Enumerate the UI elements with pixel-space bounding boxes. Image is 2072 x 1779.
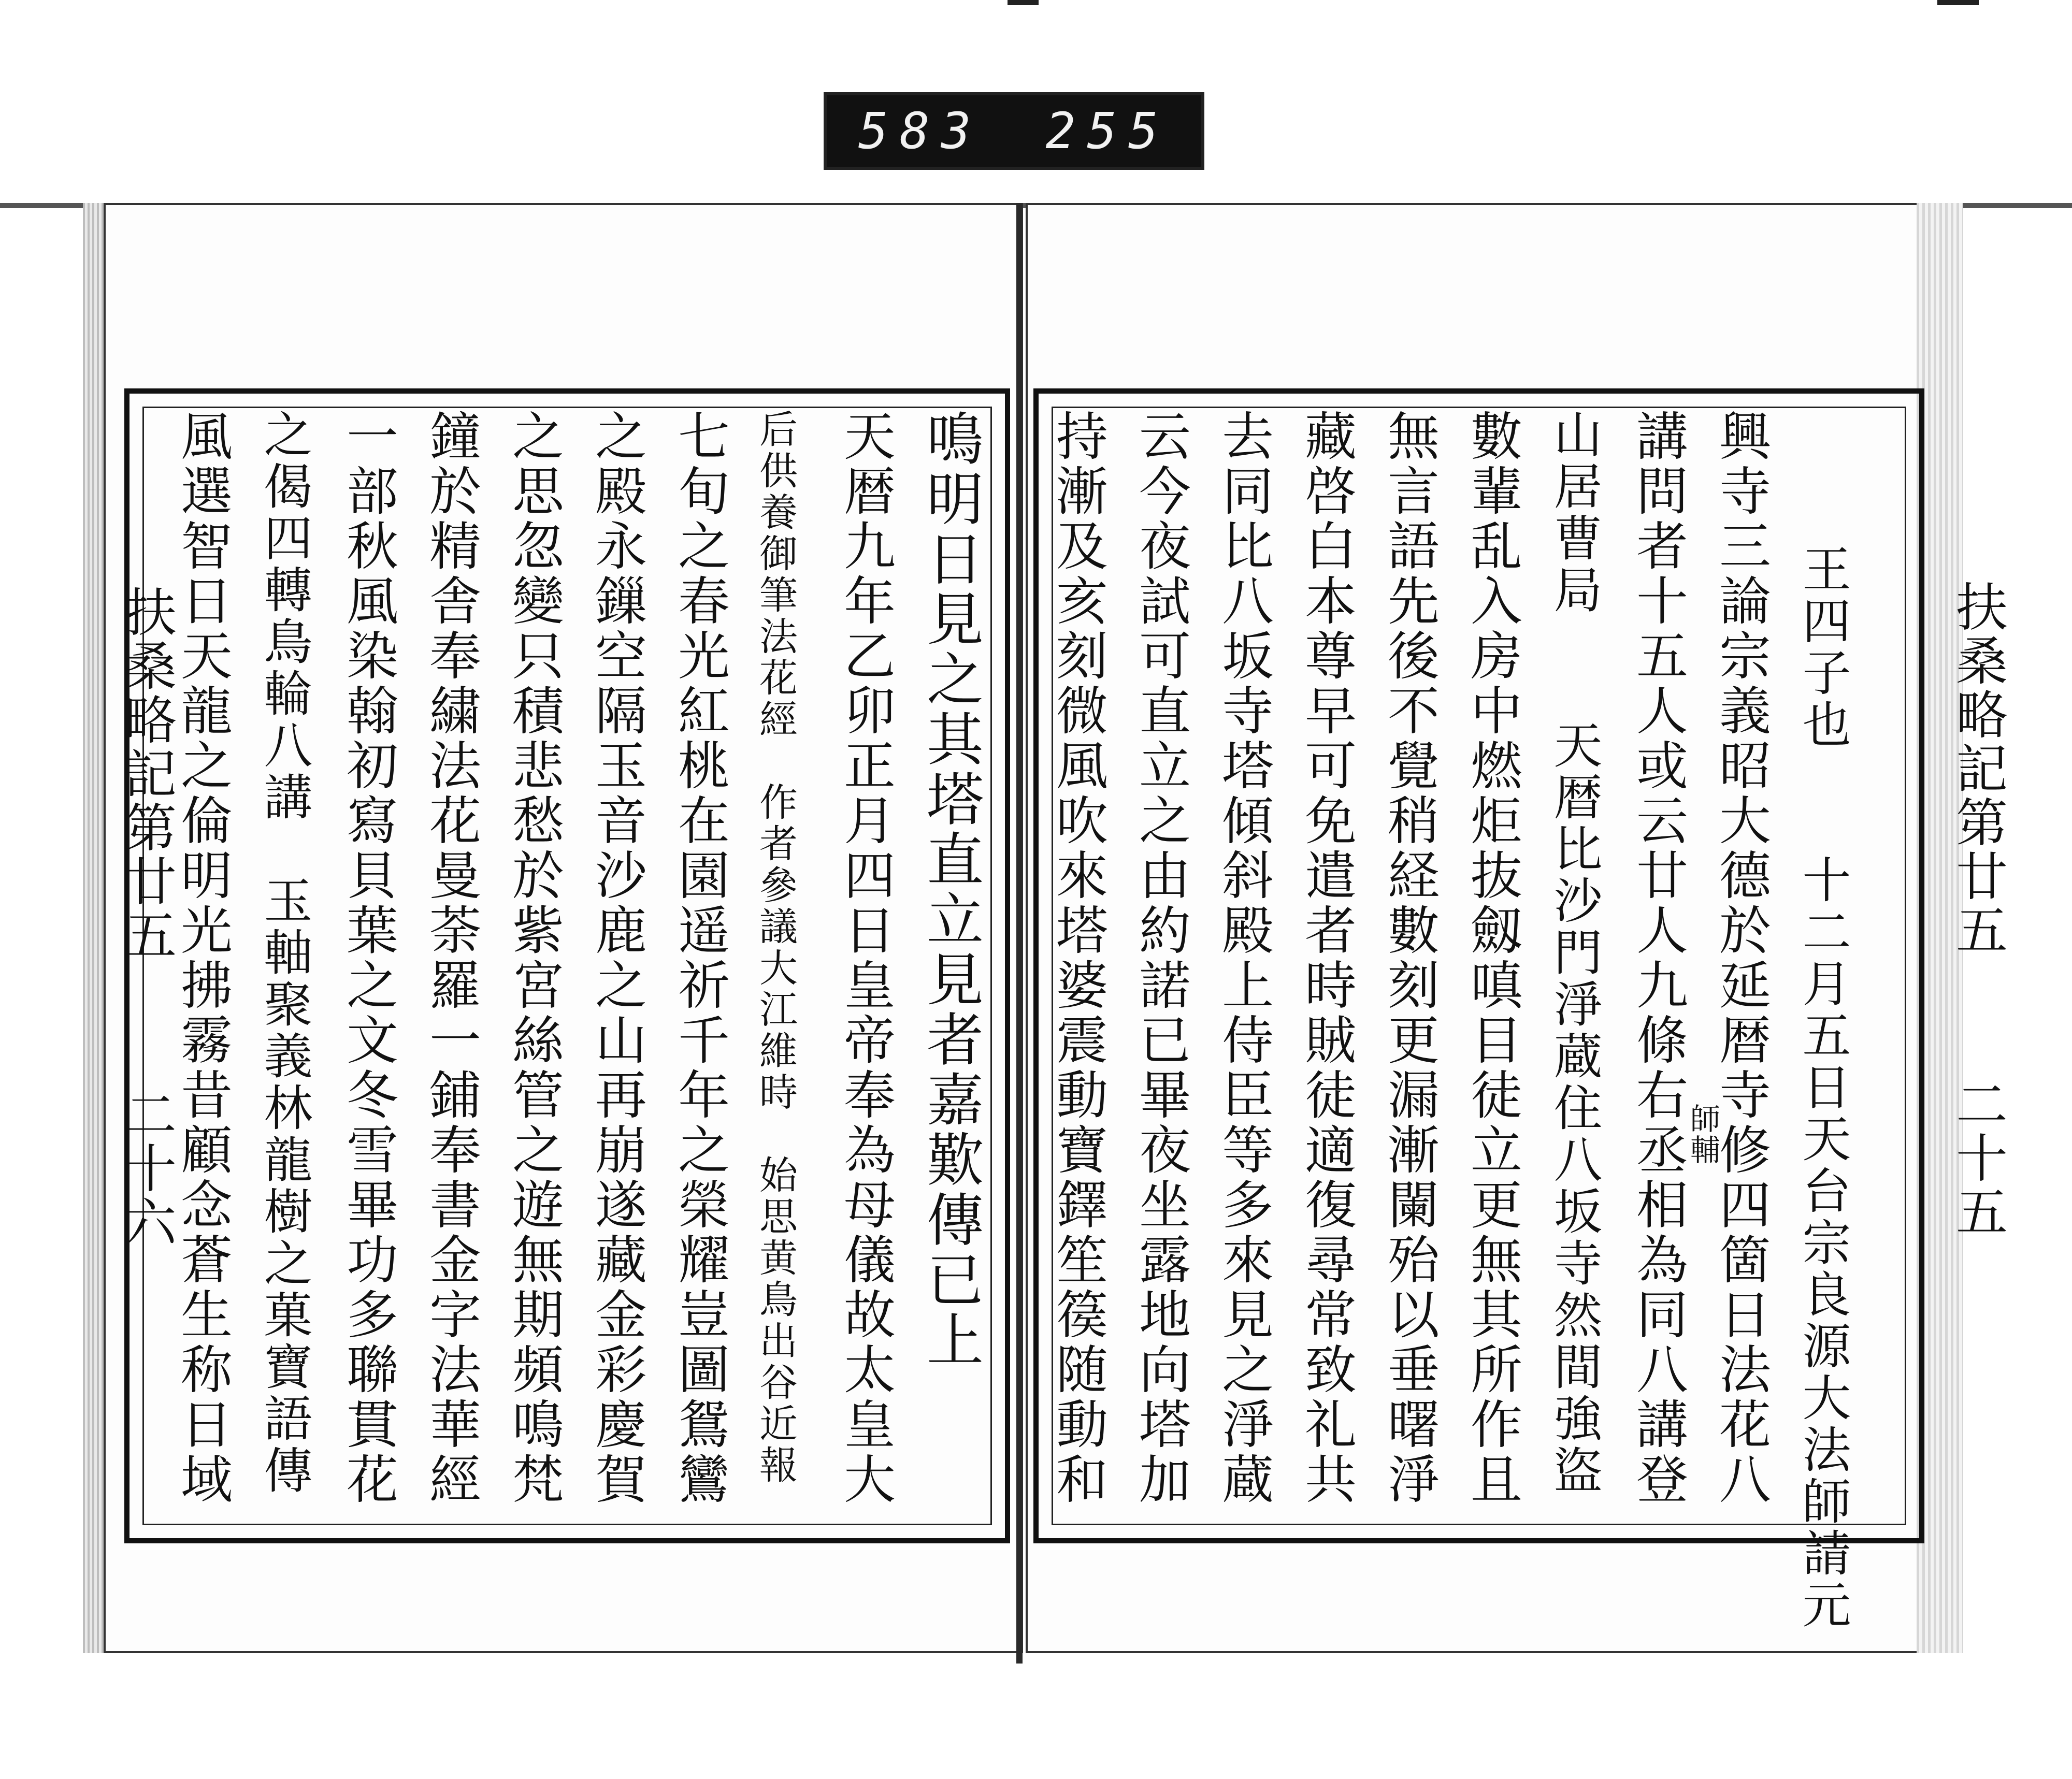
right-margin-title: 扶桑略記第廿五 [1947, 580, 2008, 957]
right-column-2: 興寺三論宗義昭大德於延暦寺修四箇日法花八 [1710, 409, 1771, 1507]
left-margin-page-number: 二十六 [116, 1088, 177, 1249]
left-column-5: 之殿永鏁空隔玉音沙鹿之山再崩遂藏金彩慶賀 [586, 409, 647, 1507]
right-margin-page-number: 二十五 [1947, 1077, 2008, 1239]
left-column-4: 七旬之春光紅桃在園遥祈千年之榮耀豈圖鴛鸞 [669, 409, 730, 1507]
top-scan-mark-center [1008, 0, 1039, 5]
left-column-2: 天暦九年乙卯正月四日皇帝奉為母儀故太皇大 [835, 409, 896, 1507]
left-column-9: 之偈四轉鳥輪八講 玉軸聚義林龍樹之菓寶語傳 [255, 409, 312, 1497]
left-column-7: 鐘於精舎奉繍法花曼荼羅一鋪奉書金字法華經 [421, 409, 481, 1507]
left-column-1: 鳴明日見之其塔直立見者嘉歎傳已上 [917, 409, 984, 1370]
archive-number-left: 583 [858, 102, 983, 160]
right-annotation-shiho: 師輔 [1685, 1103, 1720, 1165]
right-column-10: 持漸及亥刻微風吹來塔婆震動寶鐸笙篌随動和 [1047, 409, 1108, 1507]
right-column-4: 山居曹局 天暦比沙門淨蔵住八坂寺然間強盜 [1545, 409, 1602, 1497]
top-scan-mark-right [1937, 0, 1979, 5]
right-column-8: 去同比八坂寺塔傾斜殿上侍臣等多來見之淨蔵 [1213, 409, 1274, 1507]
left-column-3: 后供養御筆法花經 作者參議大江維時 始思黄鳥出谷近報 [753, 409, 798, 1486]
right-column-9: 云今夜試可直立之由約諾已畢夜坐露地向塔加 [1130, 409, 1191, 1507]
left-column-6: 之思忽變只積悲愁於紫宮絲管之遊無期頻鳴梵 [503, 409, 564, 1507]
right-column-5: 數輩乱入房中燃炬抜劔嗔目徒立更無其所作且 [1462, 409, 1522, 1507]
archive-number-label [824, 92, 1204, 170]
archive-number-right: 255 [1045, 102, 1170, 160]
right-column-1: 王四子也 十二月五日天台宗良源大法師請元 [1794, 544, 1850, 1631]
right-column-7: 藏啓白本尊早可免遣者時賊徒適復尋常致礼共 [1296, 409, 1357, 1507]
left-column-10: 風選智日天龍之倫明光拂霧昔顧念蒼生称日域 [172, 409, 233, 1507]
left-page-edge [83, 203, 106, 1653]
right-column-3: 講問者十五人或云廿人九條右丞相為同八講登 [1628, 409, 1688, 1507]
left-column-8: 一部秋風染翰初寫貝葉之文冬雪畢功多聯貫花 [338, 409, 398, 1507]
right-column-6: 無言語先後不覺稍経數刻更漏漸闌殆以垂曙淨 [1379, 409, 1440, 1507]
left-margin-title: 扶桑略記第廿五 [116, 585, 177, 962]
book-spine [1016, 203, 1023, 1664]
